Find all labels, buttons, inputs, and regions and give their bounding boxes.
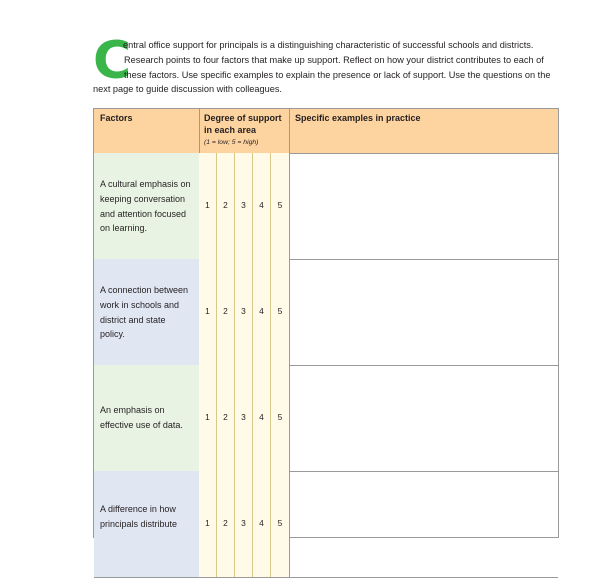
factor-line: effective use of data. <box>100 419 183 430</box>
header-factors: Factors <box>100 113 133 123</box>
factor-line: An emphasis on <box>100 405 165 415</box>
table-row <box>94 153 558 260</box>
factor-line: A cultural emphasis on <box>100 179 191 189</box>
rating-label: 3 <box>241 412 246 422</box>
intro-line-1: entral office support for principals is a distinguishing characteristic of successful schools and districts. <box>123 40 534 50</box>
header-degree-note: (1 = low; 5 = high) <box>204 139 259 146</box>
rating-cell-4[interactable] <box>253 153 271 259</box>
rating-cell-3[interactable] <box>235 259 253 365</box>
header-examples: Specific examples in practice <box>295 113 421 123</box>
rating-cell-4[interactable] <box>253 365 271 471</box>
rating-label: 4 <box>259 200 264 210</box>
support-factors-table <box>93 108 559 538</box>
rating-label: 2 <box>223 306 228 316</box>
rating-cell-2[interactable] <box>217 365 235 471</box>
header-examples-cell <box>290 109 558 153</box>
factor-line: policy. <box>100 329 125 340</box>
factor-line: keeping conversation <box>100 193 186 204</box>
factor-cell <box>94 365 200 471</box>
rating-label: 4 <box>259 518 264 528</box>
rating-label: 2 <box>223 200 228 210</box>
factor-line: and attention focused <box>100 208 187 219</box>
rating-cell-1[interactable] <box>199 365 217 471</box>
factor-line: on learning. <box>100 223 148 234</box>
header-degree-line-1: Degree of support <box>204 113 282 123</box>
factor-line: A difference in how <box>100 504 176 514</box>
rating-label: 5 <box>277 306 283 316</box>
header-degree-line-2: in each area <box>204 124 257 135</box>
factor-line: district and state <box>100 314 166 325</box>
factor-line: A connection between <box>100 285 189 295</box>
rating-cell-3[interactable] <box>235 153 253 259</box>
rating-cell-4[interactable] <box>253 471 271 577</box>
rating-label: 2 <box>223 412 228 422</box>
intro-line-3: these factors. Use specific examples to explain the presence or lack of support. Use the questions on the <box>124 69 551 80</box>
rating-label: 3 <box>241 306 246 316</box>
factor-cell <box>94 153 200 259</box>
drop-cap: C <box>93 31 132 91</box>
rating-label: 1 <box>205 412 210 422</box>
rating-cell-3[interactable] <box>235 471 253 577</box>
table-row <box>94 259 558 366</box>
factor-cell <box>94 471 200 577</box>
rating-cell-1[interactable] <box>199 471 217 577</box>
rating-cell-5[interactable] <box>271 153 290 259</box>
rating-label: 3 <box>241 200 246 210</box>
rating-cell-5[interactable] <box>271 365 290 471</box>
rating-label: 1 <box>205 518 210 528</box>
factor-line: principals distribute <box>100 518 178 529</box>
rating-label: 1 <box>205 306 210 316</box>
rating-cell-5[interactable] <box>271 471 290 577</box>
rating-label: 5 <box>277 412 283 422</box>
rating-cell-1[interactable] <box>199 259 217 365</box>
rating-cell-5[interactable] <box>271 259 290 365</box>
rating-label: 2 <box>223 518 228 528</box>
rating-label: 1 <box>205 200 210 210</box>
intro-line-4: next page to guide discussion with colleagues. <box>93 84 282 95</box>
factor-cell <box>94 259 200 365</box>
rating-label: 5 <box>277 518 283 528</box>
factor-line: work in schools and <box>100 299 180 310</box>
intro-line-2: Research points to four factors that make up support. Reflect on how your district contributes to each of <box>124 54 544 65</box>
examples-cell[interactable] <box>290 259 558 365</box>
rating-cell-2[interactable] <box>217 259 235 365</box>
rating-cell-2[interactable] <box>217 153 235 259</box>
rating-cell-4[interactable] <box>253 259 271 365</box>
table-row <box>94 471 558 578</box>
rating-label: 4 <box>259 412 264 422</box>
examples-cell[interactable] <box>290 471 558 577</box>
rating-label: 3 <box>241 518 246 528</box>
rating-cell-2[interactable] <box>217 471 235 577</box>
table-header <box>94 109 558 154</box>
rating-label: 5 <box>277 200 283 210</box>
examples-cell[interactable] <box>290 365 558 471</box>
header-factors-cell <box>94 109 200 153</box>
header-degree-cell <box>199 109 290 153</box>
examples-cell[interactable] <box>290 153 558 259</box>
rating-cell-3[interactable] <box>235 365 253 471</box>
rating-label: 4 <box>259 306 264 316</box>
table-row <box>94 365 558 472</box>
rating-cell-1[interactable] <box>199 153 217 259</box>
